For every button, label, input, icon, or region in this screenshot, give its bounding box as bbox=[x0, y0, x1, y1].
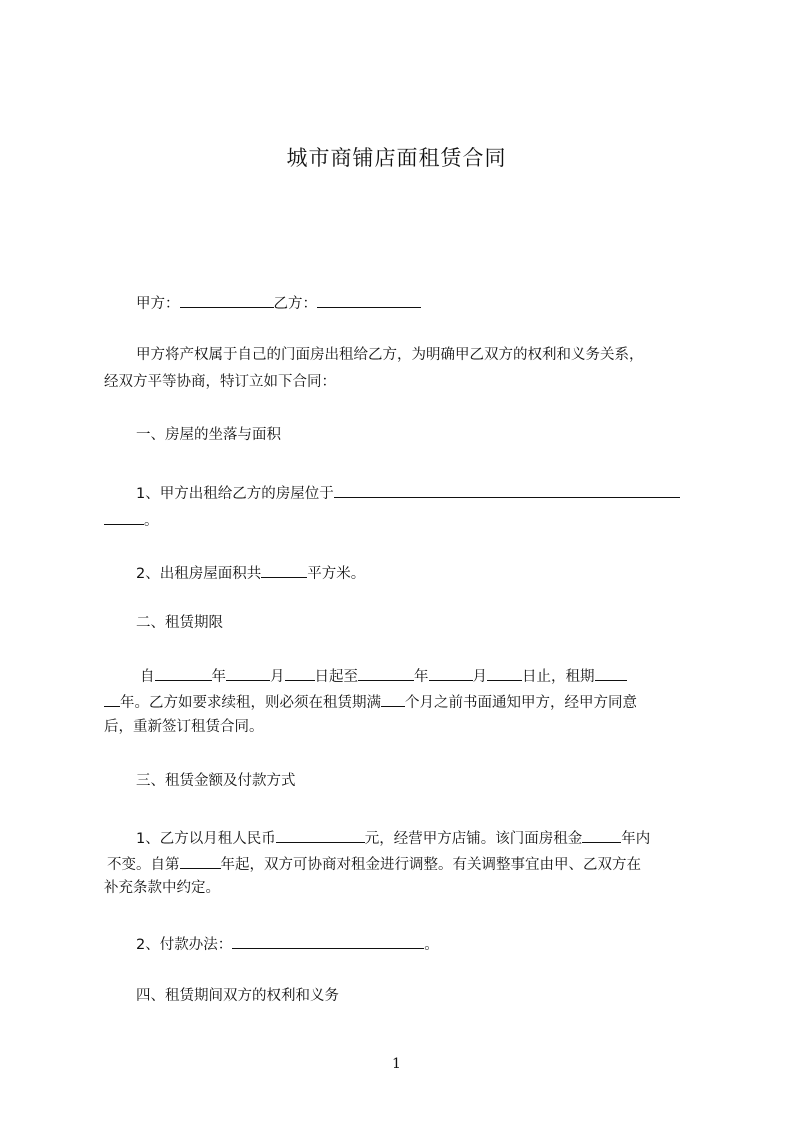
area-blank[interactable] bbox=[261, 561, 307, 578]
section-2-line-3: 后，重新签订租赁合同。 bbox=[104, 719, 264, 735]
party-b-label: 乙方： bbox=[273, 296, 317, 312]
section-3-item-2: 2、付款办法： 。 bbox=[136, 932, 736, 955]
start-month-blank[interactable] bbox=[226, 664, 270, 681]
party-a-label: 甲方： bbox=[136, 296, 180, 312]
term-blank-cont[interactable] bbox=[104, 690, 120, 707]
section-4-heading: 四、租赁期间双方的权利和义务 bbox=[136, 988, 339, 1004]
end-day-blank[interactable] bbox=[487, 664, 522, 681]
location-blank-cont[interactable] bbox=[104, 508, 144, 525]
section-3-item-1: 1、乙方以月租人民币 元，经营甲方店铺。该门面房租金 年内 bbox=[136, 826, 736, 849]
parties-line bbox=[136, 291, 736, 314]
section-2-heading: 二、租赁期限 bbox=[136, 615, 223, 631]
start-day-blank[interactable] bbox=[285, 664, 315, 681]
intro-line-1: 甲方将产权属于自己的门面房出租给乙方，为明确甲乙双方的权利和义务关系， bbox=[136, 347, 644, 363]
page-number: 1 bbox=[392, 1056, 401, 1072]
end-year-blank[interactable] bbox=[358, 664, 414, 681]
rent-fixed-years-blank[interactable] bbox=[582, 826, 621, 843]
section-1-item-1-cont: 。 bbox=[104, 508, 704, 531]
section-2-line-1: 自 年 月 日起至 年 月 日止，租期 bbox=[140, 664, 740, 687]
section-3-heading: 三、租赁金额及付款方式 bbox=[136, 773, 296, 789]
start-year-blank[interactable] bbox=[155, 664, 212, 681]
end-month-blank[interactable] bbox=[429, 664, 473, 681]
section-3-item-1-line-3: 补充条款中约定。 bbox=[104, 880, 220, 896]
section-1-item-1: 1、甲方出租给乙方的房屋位于 bbox=[136, 481, 736, 504]
intro-line-2: 经双方平等协商，特订立如下合同： bbox=[104, 374, 336, 390]
section-1-item-2: 2、出租房屋面积共 平方米。 bbox=[136, 561, 736, 584]
monthly-rent-blank[interactable] bbox=[276, 826, 365, 843]
party-b-blank[interactable] bbox=[317, 291, 421, 308]
party-a-blank[interactable] bbox=[180, 291, 274, 308]
section-3-item-1-line-2: 不变。自第 年起，双方可协商对租金进行调整。有关调整事宜由甲、乙双方在 bbox=[107, 852, 707, 875]
document-title: 城市商铺店面租赁合同 bbox=[286, 146, 507, 170]
adjust-year-blank[interactable] bbox=[180, 852, 221, 869]
term-blank[interactable] bbox=[595, 664, 627, 681]
location-blank[interactable] bbox=[334, 481, 680, 498]
section-2-line-2: 年。乙方如要求续租，则必须在租赁期满 个月之前书面通知甲方，经甲方同意 bbox=[104, 690, 704, 713]
section-1-heading: 一、房屋的坐落与面积 bbox=[136, 427, 281, 443]
notice-months-blank[interactable] bbox=[381, 690, 405, 707]
payment-method-blank[interactable] bbox=[232, 932, 424, 949]
